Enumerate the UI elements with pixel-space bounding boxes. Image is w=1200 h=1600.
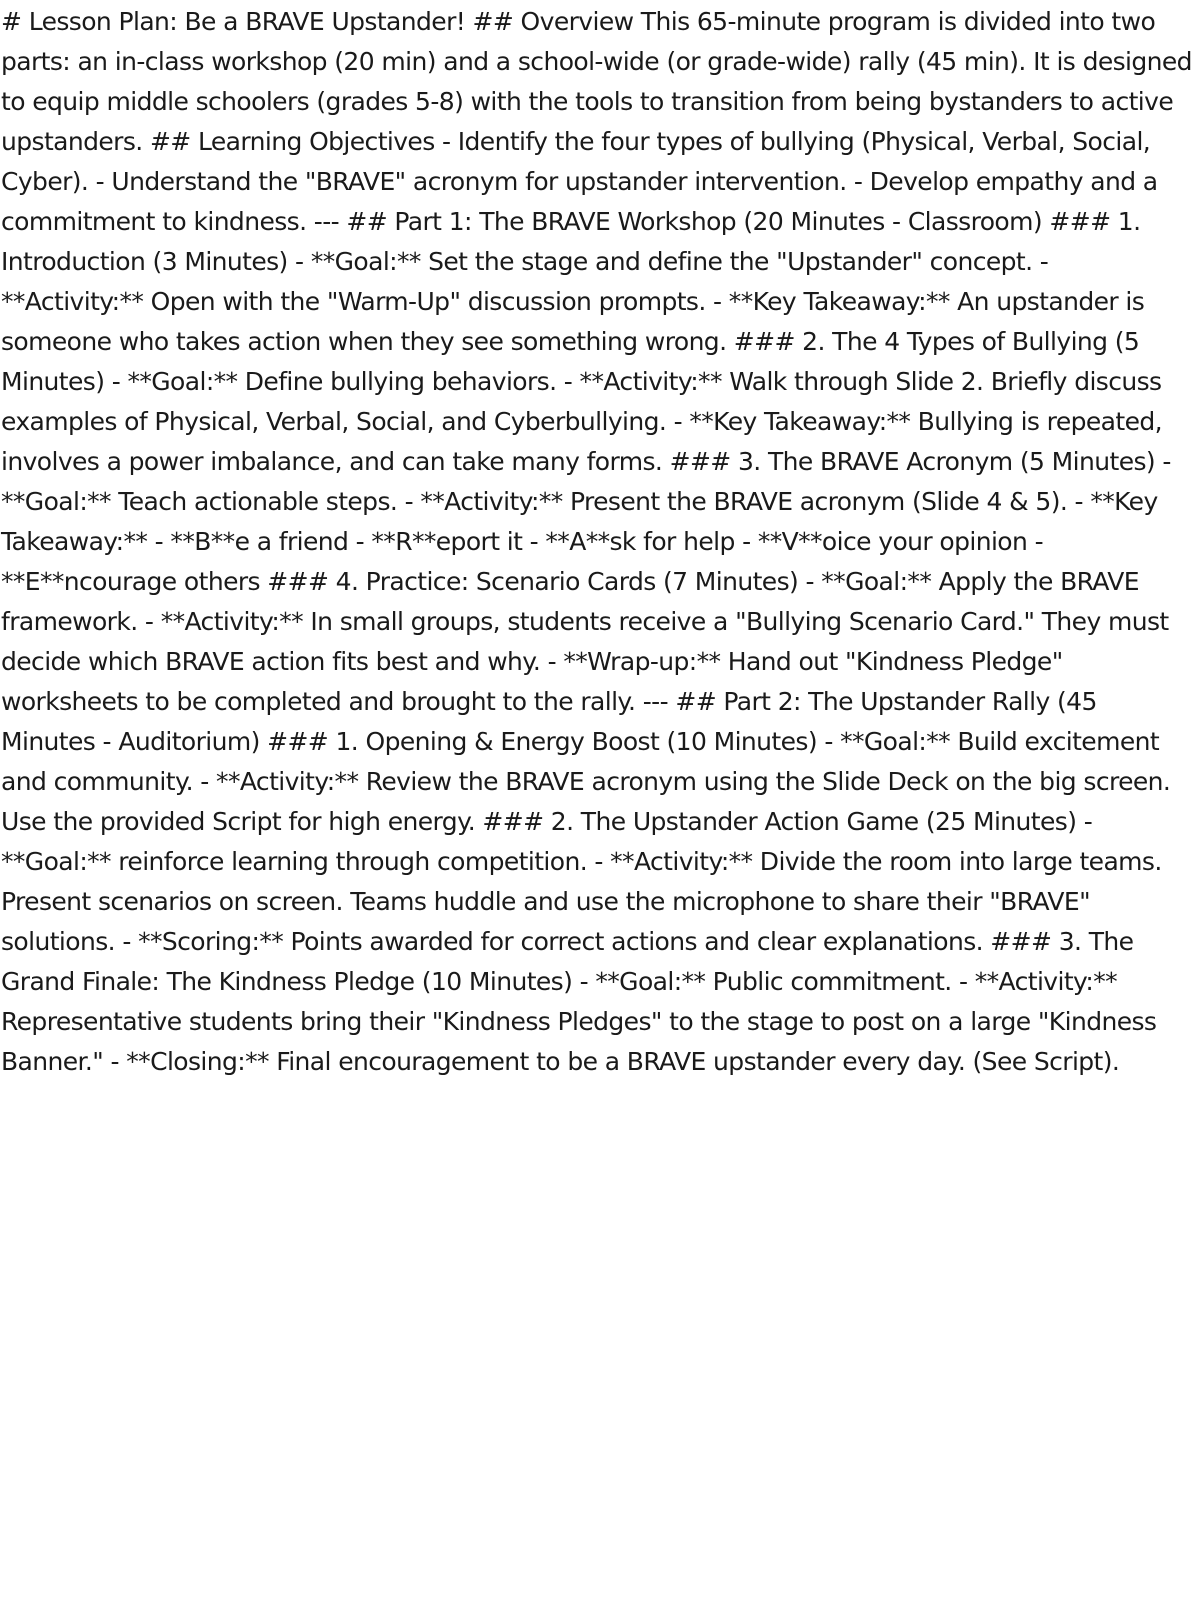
document-body-text: # Lesson Plan: Be a BRAVE Upstander! ## Overview This 65-minute program is divided into two parts: an in-class workshop (20 min) and a school-wide (or grade-wide) rally (45 min). It is designed to equip middle schoolers (grades 5-8) with the tools to transition from being bystanders to active upstanders. ## Learning Objectives - Identify the four types of bullying (Physical, Verbal, Social, Cyber). - Understand the "BRAVE" acronym for upstander intervention. - Develop empathy and a commitment to kindness. --- ## Part 1: The BRAVE Workshop (20 Minutes - Classroom) ### 1. Introduction (3 Minutes) - **Goal:** Set the stage and define the "Upstander" concept. - **Activity:** Open with the "Warm-Up" discussion prompts. - **Key Takeaway:** An upstander is someone who takes action when they see something wrong. ### 2. The 4 Types of Bullying (5 Minutes) - **Goal:** Define bullying behaviors. - **Activity:** Walk through Slide 2. Briefly discuss examples of Physical, Verbal, Social, and Cyberbullying. - **Key Takeaway:** Bullying is repeated, involves a power imbalance, and can take many forms. ### 3. The BRAVE Acronym (5 Minutes) - **Goal:** Teach actionable steps. - **Activity:** Present the BRAVE acronym (Slide 4 & 5). - **Key Takeaway:** - **B**e a friend - **R**eport it - **A**sk for help - **V**oice your opinion - **E**ncourage others ### 4. Practice: Scenario Cards (7 Minutes) - **Goal:** Apply the BRAVE framework. - **Activity:** In small groups, students receive a "Bullying Scenario Card." They must decide which BRAVE action fits best and why. - **Wrap-up:** Hand out "Kindness Pledge" worksheets to be completed and brought to the rally. --- ## Part 2: The Upstander Rally (45 Minutes - Auditorium) ### 1. Opening & Energy Boost (10 Minutes) - **Goal:** Build excitement and community. - **Activity:** Review the BRAVE acronym using the Slide Deck on the big screen. Use the provided Script for high energy. ### 2. The Upstander Action Game (25 Minutes) - **Goal:** reinforce learning through competition. - **Activity:** Divide the room into large teams. Present scenarios on screen. Teams huddle and use the microphone to share their "BRAVE" solutions. - **Scoring:** Points awarded for correct actions and clear explanations. ### 3. The Grand Finale: The Kindness Pledge (10 Minutes) - **Goal:** Public commitment. - **Activity:** Representative students bring their "Kindness Pledges" to the stage to post on a large "Kindness Banner." - **Closing:** Final encouragement to be a BRAVE upstander every day. (See Script).: [1, 7, 1192, 1076]
